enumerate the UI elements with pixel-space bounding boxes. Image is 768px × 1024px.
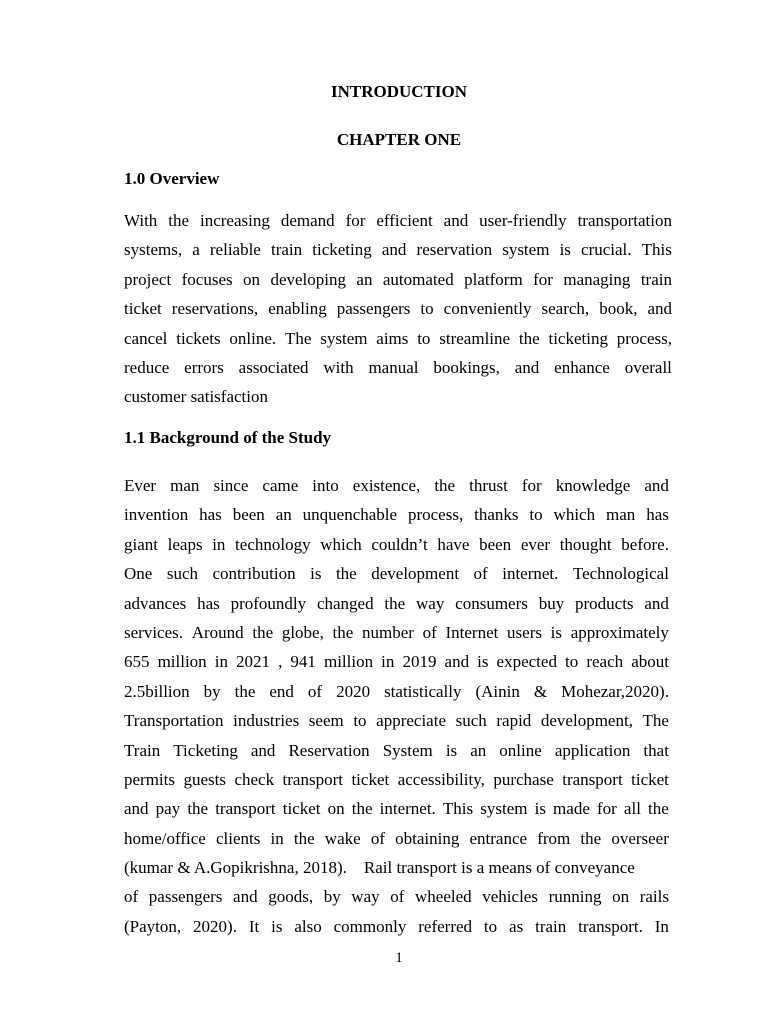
word: transport [215, 799, 276, 819]
word: 2.5billion [124, 681, 190, 701]
word: online [499, 740, 542, 760]
word: statistically [384, 681, 462, 701]
word: the [332, 622, 354, 642]
word: made [553, 799, 590, 819]
word: transport [562, 769, 623, 789]
word: has [199, 505, 222, 525]
word: to [565, 652, 579, 672]
word: way [416, 593, 445, 613]
word: of [124, 887, 139, 907]
word: the [168, 211, 190, 230]
word: demand [280, 211, 335, 230]
paragraph-line [124, 235, 672, 264]
word: thought [559, 534, 612, 554]
word: and [644, 476, 669, 495]
word: in [381, 652, 395, 672]
word: reservation [416, 240, 493, 260]
word: of [422, 622, 437, 642]
word: which [320, 534, 362, 554]
word: man [606, 505, 636, 525]
word: Train [124, 740, 161, 760]
word: 655 [124, 652, 150, 672]
word: Around [191, 622, 244, 642]
word: streamline [439, 328, 511, 348]
word: man [170, 476, 200, 495]
word: the [580, 828, 602, 848]
word: of [307, 681, 323, 701]
word: unquenchable [302, 505, 398, 525]
word: 941 [290, 652, 316, 672]
word: as [509, 916, 524, 936]
paragraph-line [124, 824, 669, 853]
word: ticketing [548, 328, 608, 348]
word: (Payton, [124, 916, 182, 936]
word: overseer [611, 828, 669, 848]
word: systems, [124, 240, 183, 260]
word: of [390, 887, 405, 907]
word: reservations, [171, 299, 259, 319]
word: The [284, 328, 312, 348]
word: invention [124, 505, 189, 525]
word: products [575, 593, 634, 613]
word: associated [238, 357, 309, 377]
word: bookings, [433, 357, 500, 377]
word: an [356, 269, 373, 289]
word: buy [538, 593, 565, 613]
word: user-friendly [479, 211, 567, 230]
word: users [507, 622, 542, 642]
paragraph-line [124, 618, 669, 647]
word: by [203, 681, 221, 701]
word: rapid [496, 711, 532, 731]
word: (Ainin [475, 681, 520, 701]
word: manual [368, 357, 419, 377]
paragraph-line [124, 677, 669, 706]
paragraph-line [124, 206, 672, 235]
word: commonly [333, 916, 407, 936]
word: referred [418, 916, 473, 936]
paragraph-line [124, 324, 672, 353]
section-heading-overview: 1.0 Overview [124, 169, 220, 188]
word: is [477, 652, 489, 672]
word: rails [639, 887, 669, 907]
word: Ticketing [173, 740, 238, 760]
word: and [644, 593, 669, 613]
word: for [596, 799, 617, 819]
word: train [640, 269, 672, 289]
word: seem [308, 711, 344, 731]
word: the [293, 828, 315, 848]
word: since [213, 476, 249, 495]
word: increasing [200, 211, 270, 230]
word: in [270, 828, 284, 848]
word: tickets [176, 328, 221, 348]
word: efficient [376, 211, 433, 230]
word: industries [233, 711, 300, 731]
word: check [234, 769, 275, 789]
word: on [612, 887, 630, 907]
paragraph-line [124, 736, 669, 765]
word: from [537, 828, 571, 848]
word: Transportation [124, 711, 224, 731]
paragraph-line [124, 912, 669, 941]
word: number [362, 622, 414, 642]
word: couldn’t [371, 534, 428, 554]
word: This [641, 240, 672, 260]
word: and [381, 240, 407, 260]
word: is [310, 564, 322, 584]
word: such [166, 564, 198, 584]
word: into [312, 476, 339, 495]
word: passengers [336, 299, 411, 319]
word: to [529, 505, 543, 525]
word: With [124, 211, 158, 230]
word: search, [541, 299, 590, 319]
word: vehicles [482, 887, 538, 907]
word: , [278, 652, 283, 672]
word: the [252, 622, 274, 642]
word: obtaining [395, 828, 460, 848]
word: development [371, 564, 460, 584]
word: platform [464, 269, 523, 289]
word: profoundly [230, 593, 307, 613]
word: came [262, 476, 299, 495]
word: 2021 [236, 652, 271, 672]
word: reduce [124, 357, 170, 377]
paragraph-line [124, 530, 669, 559]
word: application [554, 740, 631, 760]
word: running [548, 887, 602, 907]
word: of [370, 828, 385, 848]
word: consumers [455, 593, 528, 613]
word: reach [586, 652, 624, 672]
word: system [502, 240, 550, 260]
word: system [480, 799, 528, 819]
word: existence, [352, 476, 421, 495]
word: way [351, 887, 380, 907]
word: Technological [572, 564, 669, 584]
word: guests [183, 769, 226, 789]
word: Ever [124, 476, 157, 495]
word: such [455, 711, 487, 731]
word: contribution [212, 564, 296, 584]
word: approximately [570, 622, 669, 642]
paragraph-line [124, 471, 669, 500]
word: with [323, 357, 354, 377]
word: accessibility, [397, 769, 485, 789]
word: is [559, 240, 571, 260]
word: for [533, 269, 553, 289]
word: is [550, 622, 563, 642]
word: reliable [209, 240, 261, 260]
word: clients [215, 828, 261, 848]
word: appreciate [376, 711, 446, 731]
word: the [434, 476, 456, 495]
word: giant [124, 534, 158, 554]
word: services. [124, 622, 184, 642]
word: and [250, 740, 276, 760]
overview-paragraph [124, 206, 672, 412]
word: managing [563, 269, 631, 289]
word: and [124, 799, 149, 819]
word: has [197, 593, 220, 613]
word: transportation [577, 211, 672, 230]
word: ticket [282, 799, 321, 819]
word: the [234, 681, 256, 701]
word: all [623, 799, 641, 819]
word: transport [282, 769, 343, 789]
paragraph-line [124, 353, 672, 382]
word: passengers [148, 887, 223, 907]
paragraph-line: (kumar & A.Gopikrishna, 2018). Rail transport is a means of conveyance [124, 858, 635, 878]
word: ticket [351, 769, 390, 789]
word: expected [496, 652, 557, 672]
word: train [535, 916, 567, 936]
word: leaps [167, 534, 203, 554]
word: an [470, 740, 487, 760]
word: Reservation [288, 740, 370, 760]
word: for [345, 211, 366, 230]
word: home/office [124, 828, 206, 848]
word: and [443, 211, 469, 230]
word: have [437, 534, 470, 554]
word: on [327, 799, 345, 819]
word: globe, [281, 622, 324, 642]
word: technology [235, 534, 311, 554]
word: the [351, 799, 373, 819]
word: ticketing [312, 240, 372, 260]
word: about [631, 652, 669, 672]
word: process, [616, 328, 672, 348]
word: an [275, 505, 292, 525]
section-heading-background: 1.1 Background of the Study [124, 428, 332, 447]
word: System [382, 740, 433, 760]
word: and [233, 887, 258, 907]
word: enhance [554, 357, 610, 377]
paragraph-line [124, 706, 669, 735]
word: to [417, 328, 431, 348]
word: pay [155, 799, 181, 819]
word: is [445, 740, 458, 760]
word: Internet [445, 622, 499, 642]
word: thanks [474, 505, 519, 525]
word: & [533, 681, 548, 701]
word: entrance [469, 828, 528, 848]
word: 2019 [402, 652, 437, 672]
word: book, [599, 299, 638, 319]
word: is [271, 916, 283, 936]
word: and [647, 299, 672, 319]
word: before. [621, 534, 669, 554]
word: end [269, 681, 294, 701]
word: internet. [379, 799, 436, 819]
word: wheeled [415, 887, 472, 907]
background-paragraph [124, 471, 669, 941]
word: and [514, 357, 540, 377]
word: to [483, 916, 498, 936]
word: million [323, 652, 374, 672]
word: It [248, 916, 260, 936]
word: also [294, 916, 322, 936]
word: process, [407, 505, 464, 525]
word: thrust [469, 476, 508, 495]
document-title: INTRODUCTION [330, 82, 468, 101]
word: online. [229, 328, 277, 348]
word: purchase [493, 769, 554, 789]
word: In [654, 916, 669, 936]
word: and [444, 652, 470, 672]
word: on [243, 269, 261, 289]
word: goods, [268, 887, 314, 907]
word: is [534, 799, 546, 819]
word: overall [624, 357, 672, 377]
word: by [323, 887, 341, 907]
word: enabling [268, 299, 327, 319]
word: in [212, 534, 226, 554]
paragraph-line: customer satisfaction [124, 387, 268, 407]
page-number: 1 [395, 950, 403, 966]
word: that [643, 740, 669, 760]
word: the [518, 328, 540, 348]
word: conveniently [443, 299, 532, 319]
paragraph-line [124, 294, 672, 323]
word: wake [324, 828, 361, 848]
word: million [157, 652, 207, 672]
word: ticket [124, 299, 162, 319]
word: development, [540, 711, 633, 731]
word: 2020). [193, 916, 237, 936]
word: transport. [578, 916, 643, 936]
paragraph-line [124, 559, 669, 588]
paragraph-line [124, 500, 669, 529]
word: which [553, 505, 596, 525]
word: the [648, 799, 669, 819]
word: train [270, 240, 303, 260]
word: of [473, 564, 488, 584]
word: the [187, 799, 209, 819]
word: advances [124, 593, 187, 613]
word: errors [184, 357, 224, 377]
word: Mohezar,2020). [561, 681, 669, 701]
word: to [353, 711, 367, 731]
word: been [232, 505, 265, 525]
paragraph-line [124, 265, 672, 294]
word: internet. [502, 564, 559, 584]
word: aims [376, 328, 409, 348]
word: to [420, 299, 434, 319]
word: the [335, 564, 357, 584]
word: One [124, 564, 153, 584]
word: system [320, 328, 368, 348]
word: crucial. [581, 240, 632, 260]
paragraph-line [124, 794, 669, 823]
word: ever [520, 534, 551, 554]
word: changed [316, 593, 374, 613]
paragraph-line [124, 647, 669, 676]
word: the [384, 593, 406, 613]
word: has [646, 505, 669, 525]
word: for [521, 476, 542, 495]
word: project [124, 269, 172, 289]
word: knowledge [555, 476, 631, 495]
word: 2020 [336, 681, 371, 701]
paragraph-line [124, 589, 669, 618]
word: developing [270, 269, 346, 289]
word: focuses [181, 269, 233, 289]
word: in [214, 652, 228, 672]
word: This [442, 799, 474, 819]
word: a [192, 240, 200, 260]
word: automated [382, 269, 454, 289]
word: The [642, 711, 669, 731]
chapter-heading: CHAPTER ONE [336, 130, 462, 149]
word: been [479, 534, 512, 554]
word: permits [124, 769, 175, 789]
paragraph-line [124, 882, 669, 911]
word: cancel [124, 328, 168, 348]
paragraph-line [124, 765, 669, 794]
word: ticket [631, 769, 669, 789]
